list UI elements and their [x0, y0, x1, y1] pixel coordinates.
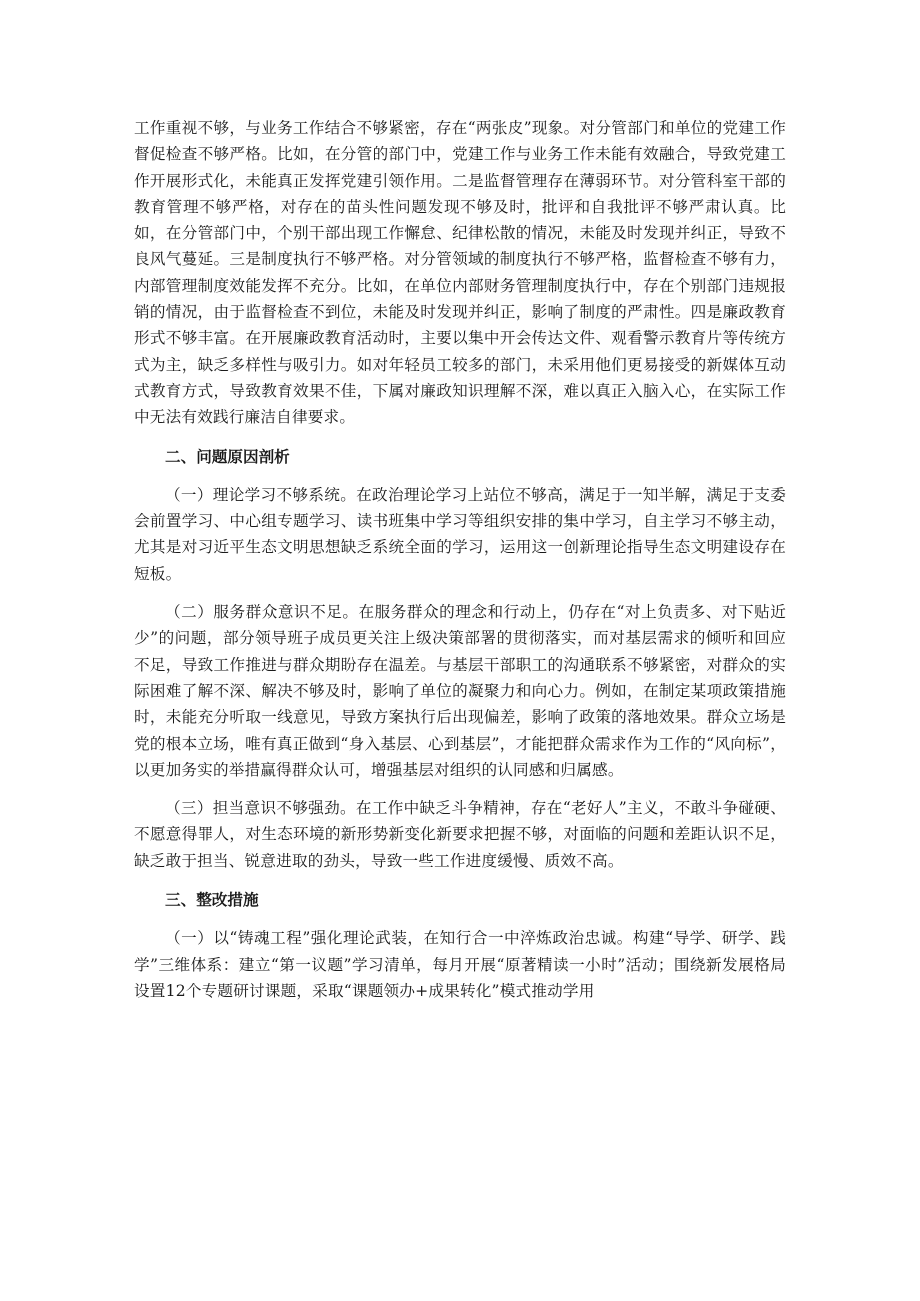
section-heading-rectification: 三、整改措施 — [165, 891, 259, 910]
continuation-paragraph: 工作重视不够，与业务工作结合不够紧密，存在“两张皮”现象。对分管部门和单位的党建工作督促检查不够严格。比如，在分管的部门中，党建工作与业务工作未能有效融合，导致党建工作开展形式化，未能真正发挥党建引领作用。二是监督管理存在薄弱环节。对分管科室干部的教育管理不够严格，对存在的苗头性问题发现不够及时，批评和自我批评不够严肃认真。比如，在分管部门中，个别干部出现工作懈怠、纪律松散的情况，未能及时发现并纠正，导致不良风气蔓延。三是制度执行不够严格。对分管领域的制度执行不够严格，监督检查不够有力，内部管理制度效能发挥不充分。比如，在单位内部财务管理制度执行中，存在个别部门违规报销的情况，由于监督检查不到位，未能及时发现并纠正，影响了制度的严肃性。四是廉政教育形式不够丰富。在开展廉政教育活动时，主要以集中开会传达文件、观看警示教育片等传统方式为主，缺乏多样性与吸引力。如对年轻员工较多的部门，未采用他们更易接受的新媒体互动式教育方式，导致教育效果不佳，下属对廉政知识理解不深，难以真正入脑入心，在实际工作中无法有效践行廉洁自律要求。 — [134, 119, 786, 427]
section-heading-cause-analysis: 二、问题原因剖析 — [165, 447, 290, 466]
paragraph-responsibility: （三）担当意识不够强劲。在工作中缺乏斗争精神，存在“老好人”主义，不敢斗争碰硬、不愿意得罪人，对生态环境的新形势新变化新要求把握不够，对面临的问题和差距认识不足，缺乏敢于担当、锐意进取的劲头，导致一些工作进度缓慢、质效不高。 — [134, 799, 786, 870]
paragraph-serve-masses: （二）服务群众意识不足。在服务群众的理念和行动上，仍存在“对上负责多、对下贴近少”的问题，部分领导班子成员更关注上级决策部署的贯彻落实，而对基层需求的倾听和回应不足，导致工作推进与群众期盼存在温差。与基层干部职工的沟通联系不够紧密，对群众的实际困难了解不深、解决不够及时，影响了单位的凝聚力和向心力。例如，在制定某项政策措施时，未能充分听取一线意见，导致方案执行后出现偏差，影响了政策的落地效果。群众立场是党的根本立场，唯有真正做到“身入基层、心到基层”，才能把群众需求作为工作的“风向标”，以更加务实的举措赢得群众认可，增强基层对组织的认同感和归属感。 — [134, 603, 786, 779]
paragraph-soul-casting: （一）以“铸魂工程”强化理论武装，在知行合一中淬炼政治忠诚。构建“导学、研学、践学”三维体系：建立“第一议题”学习清单，每月开展“原著精读一小时”活动；围绕新发展格局设置12个专题研讨课题，采取“课题领办+成果转化”模式推动学用 — [134, 929, 786, 1000]
document-page — [134, 115, 786, 1004]
paragraph-theory-study: （一）理论学习不够系统。在政治理论学习上站位不够高，满足于一知半解，满足于支委会前置学习、中心组专题学习、读书班集中学习等组织安排的集中学习，自主学习不够主动，尤其是对习近平生态文明思想缺乏系统全面的学习，运用这一创新理论指导生态文明建设存在短板。 — [134, 485, 786, 583]
